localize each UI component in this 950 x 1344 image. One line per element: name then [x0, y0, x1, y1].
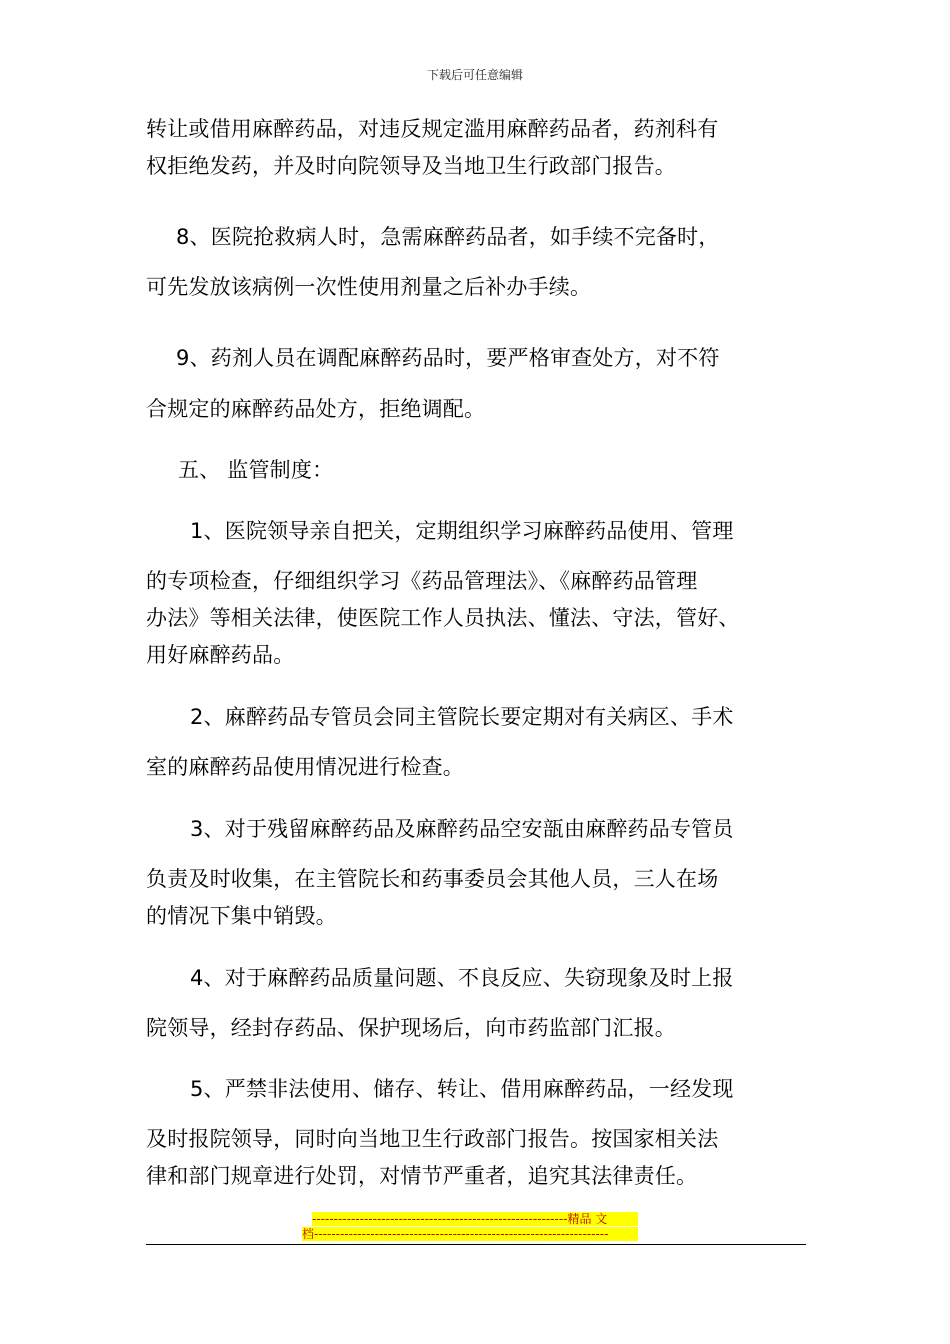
paragraph-line: 5、严禁非法使用、储存、转让、借用麻醉药品，一经发现 [190, 1077, 734, 1101]
paragraph-line: 4、对于麻醉药品质量问题、不良反应、失窃现象及时上报 [190, 966, 734, 990]
paragraph-line: 3、对于残留麻醉药品及麻醉药品空安瓿由麻醉药品专管员 [190, 817, 734, 841]
paragraph-line: 2、麻醉药品专管员会同主管院长要定期对有关病区、手术 [190, 705, 734, 729]
paragraph-line: 的情况下集中销毁。 [146, 904, 337, 928]
paragraph-line: 9、药剂人员在调配麻醉药品时，要严格审查处方，对不符 [176, 346, 720, 370]
footer-watermark-line: -----------------------------------------------------------精品 文 [312, 1212, 638, 1226]
paragraph-line: 院领导，经封存药品、保护现场后，向市药监部门汇报。 [146, 1016, 676, 1040]
paragraph-line: 的专项检查，仔细组织学习《药品管理法》、《麻醉药品管理 [146, 569, 698, 593]
page-header: 下载后可任意编辑 [426, 68, 523, 82]
paragraph-line: 负责及时收集，在主管院长和药事委员会其他人员，三人在场 [146, 867, 719, 891]
paragraph-line: 室的麻醉药品使用情况进行检查。 [146, 755, 464, 779]
paragraph-line: 办法》等相关法律，使医院工作人员执法、懂法、守法，管好、 [146, 606, 740, 630]
footer-rule [146, 1244, 806, 1245]
paragraph-line: 律和部门规章进行处罚，对情节严重者，追究其法律责任。 [146, 1164, 698, 1188]
paragraph-line: 用好麻醉药品。 [146, 643, 295, 667]
section-heading: 五、 监管制度： [178, 458, 334, 482]
footer-watermark-line: 档-------------------------------------------------------------------- [302, 1227, 638, 1241]
paragraph-line: 8、医院抢救病人时，急需麻醉药品者，如手续不完备时， [176, 225, 720, 249]
paragraph-line: 及时报院领导，同时向当地卫生行政部门报告。按国家相关法 [146, 1127, 719, 1151]
paragraph-line: 可先发放该病例一次性使用剂量之后补办手续。 [146, 275, 592, 299]
paragraph-line: 权拒绝发药，并及时向院领导及当地卫生行政部门报告。 [146, 154, 676, 178]
paragraph-line: 转让或借用麻醉药品，对违反规定滥用麻醉药品者，药剂科有 [146, 117, 719, 141]
paragraph-line: 1、医院领导亲自把关，定期组织学习麻醉药品使用、管理 [190, 519, 734, 543]
paragraph-line: 合规定的麻醉药品处方，拒绝调配。 [146, 397, 486, 421]
